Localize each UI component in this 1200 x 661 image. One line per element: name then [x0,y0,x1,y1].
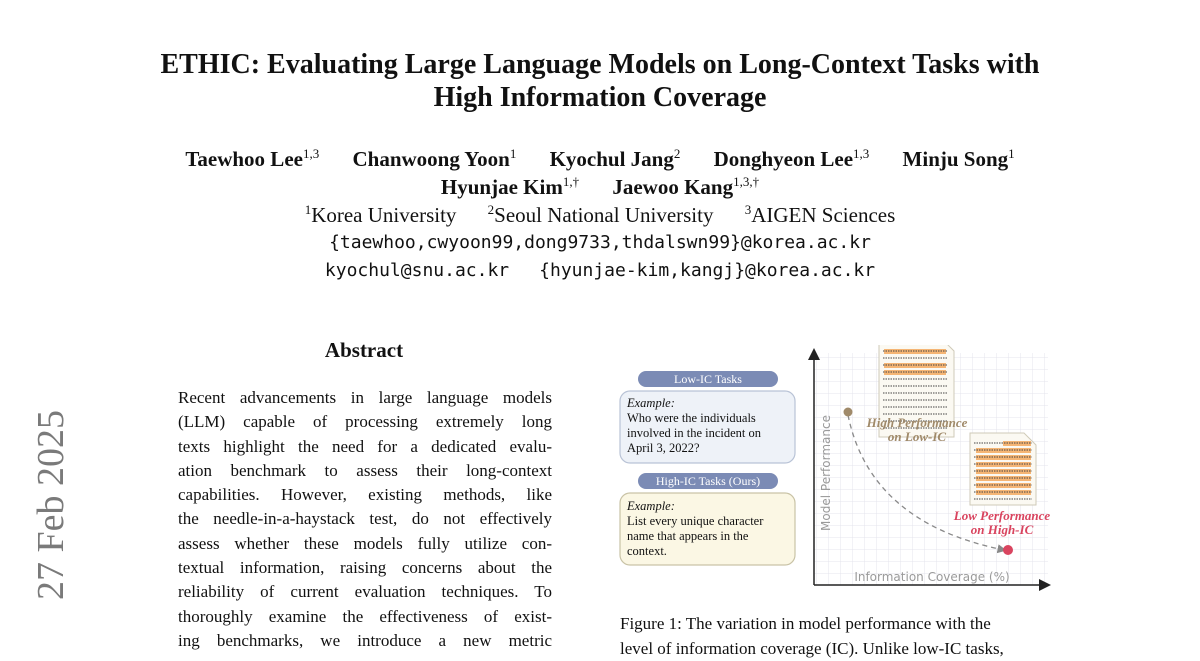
abstract-line: texts highlight the need for a dedicated evalu- [178,435,552,459]
author-name: Kyochul Jang [550,147,674,171]
abstract-line: thoroughly examine the effectiveness of exist- [178,605,552,629]
affiliations [60,202,1140,228]
abstract-line: textual information, raising concerns about the [178,556,552,580]
abstract-line: assess whether these models fully utilize con- [178,532,552,556]
low-perf-label: on High-IC [971,522,1034,537]
author-sup: 1 [1008,146,1015,161]
low-ic-example-label: Example: [626,396,675,410]
author-name: Donghyeon Lee [714,147,853,171]
title-line-2: High Information Coverage [100,81,1100,114]
affil-sup: 1 [305,202,312,217]
author-name: Jaewoo Kang [612,175,733,199]
author-sup: 1,3 [303,146,319,161]
abstract-line: Recent advancements in large language models [178,386,552,410]
figure-1 [612,345,1062,595]
author-name: Taewhoo Lee [185,147,303,171]
high-ic-example-label: Example: [626,499,675,513]
abstract-line: ation benchmark to assess their long-context [178,459,552,483]
arxiv-date: 27 Feb 2025 [29,410,73,600]
author-sup: 1,3 [853,146,869,161]
x-axis-label: Information Coverage (%) [854,570,1009,584]
email-line-1: {taewhoo,cwyoon99,dong9733,thdalswn99}@korea.ac.kr [60,231,1140,255]
high-ic-example-line: List every unique character [627,514,764,528]
abstract-line: (LLM) capable of processing extremely long [178,410,552,434]
abstract-line: reliability of current evaluation techniques. To [178,580,552,604]
low-ic-label: Low-IC Tasks [674,372,742,386]
low-perf-label: Low Performance [953,508,1051,523]
document-icon [970,433,1036,505]
low-ic-example-line: involved in the incident on [627,426,762,440]
low-performance-point [1003,545,1013,555]
author-sup: 1 [510,146,517,161]
author-sup: 1,3,† [733,174,759,189]
high-perf-label: on Low-IC [888,429,946,444]
email-address: {hyunjae-kim,kangj}@korea.ac.kr [539,260,875,281]
abstract-line: capabilities. However, existing methods, like [178,483,552,507]
paper-title [100,48,1100,114]
title-line-1: ETHIC: Evaluating Large Language Models on Long-Context Tasks with [100,48,1100,81]
high-ic-example-line: name that appears in the [627,529,749,543]
affil-name: Korea University [311,203,456,227]
low-ic-panel [620,371,795,463]
affil-name: AIGEN Sciences [751,203,895,227]
high-ic-label: High-IC Tasks (Ours) [656,474,760,488]
high-ic-panel [620,473,795,565]
affil-name: Seoul National University [494,203,713,227]
ic-plot [814,345,1050,585]
low-ic-example-line: April 3, 2022? [627,441,700,455]
email-address: kyochul@snu.ac.kr [325,260,509,281]
affil-sup: 2 [488,202,495,217]
abstract-heading: Abstract [178,338,550,363]
abstract-line: the needle-in-a-haystack test, do not effectively [178,507,552,531]
author-sup: 2 [674,146,681,161]
caption-line: level of information coverage (IC). Unlike low-IC tasks, [620,637,1060,661]
author-name: Chanwoong Yoon [352,147,509,171]
y-axis-label: Model Performance [819,415,833,531]
author-name: Minju Song [903,147,1009,171]
high-performance-point [844,408,853,417]
abstract-body [178,386,552,653]
email-line-2 [60,259,1140,283]
author-sup: 1,† [563,174,579,189]
low-ic-example-line: Who were the individuals [627,411,756,425]
arxiv-stamp [6,380,96,630]
caption-line: Figure 1: The variation in model performance with the [620,612,1060,637]
author-line-2 [60,174,1140,200]
abstract-line: ing benchmarks, we introduce a new metric [178,629,552,653]
figure-caption [620,612,1060,661]
author-name: Hyunjae Kim [441,175,563,199]
high-perf-label: High Performance [866,415,968,430]
high-ic-example-line: context. [627,544,667,558]
author-line-1 [60,146,1140,172]
affil-sup: 3 [745,202,752,217]
